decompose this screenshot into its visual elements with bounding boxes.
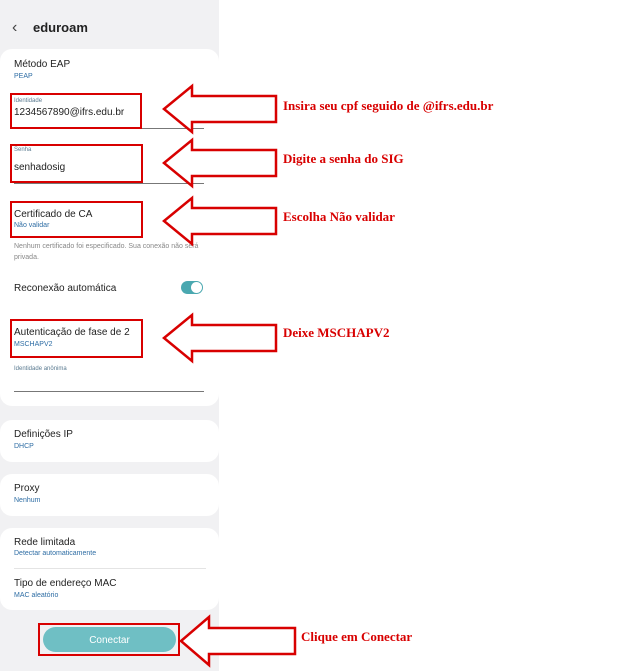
phase2-arrow-icon [162, 313, 278, 363]
anon-identity-underline [14, 391, 204, 392]
mac-value: MAC aleatório [14, 592, 59, 599]
auto-reconnect-label: Reconexão automática [14, 283, 117, 294]
identity-instruction: Insira seu cpf seguido de @ifrs.edu.br [283, 98, 494, 113]
ca-cert-label: Certificado de CA [14, 209, 93, 220]
mac-label: Tipo de endereço MAC [14, 578, 117, 589]
eap-method-value: PEAP [14, 73, 33, 80]
password-input[interactable]: senhadosig [14, 162, 66, 173]
connect-arrow-icon [179, 615, 297, 667]
advanced-card [0, 528, 219, 610]
proxy-card[interactable] [0, 474, 219, 516]
header [0, 14, 219, 44]
auto-reconnect-toggle[interactable] [181, 281, 203, 294]
connect-instruction: Clique em Conectar [301, 629, 413, 644]
connect-highlight [38, 623, 180, 656]
divider [14, 568, 206, 569]
password-highlight [10, 144, 143, 183]
metered-label: Rede limitada [14, 537, 76, 548]
ip-settings-value: DHCP [14, 443, 34, 450]
identity-input[interactable]: 1234567890@ifrs.edu.br [14, 107, 125, 118]
ca-cert-value: Não validar [14, 222, 50, 229]
identity-highlight [10, 93, 142, 129]
proxy-label: Proxy [14, 483, 40, 494]
eap-method-label: Método EAP [14, 59, 71, 70]
phase2-instruction: Deixe MSCHAPV2 [283, 325, 390, 340]
ip-settings-card[interactable] [0, 420, 219, 462]
password-arrow-icon [162, 138, 278, 188]
anon-identity-label: Identidade anônima [14, 366, 67, 372]
phase2-label: Autenticação de fase de 2 [14, 327, 130, 338]
identity-arrow-icon [162, 84, 278, 134]
connect-button[interactable]: Conectar [43, 627, 176, 652]
ca-cert-instruction: Escolha Não validar [283, 209, 395, 224]
chevron-left-icon[interactable]: ‹ [12, 19, 18, 36]
phase2-value: MSCHAPV2 [14, 341, 53, 348]
page-title: eduroam [33, 20, 88, 35]
proxy-value: Nenhum [14, 497, 41, 504]
phase2-highlight [10, 319, 143, 358]
password-instruction: Digite a senha do SIG [283, 151, 404, 166]
ca-cert-highlight [10, 201, 143, 238]
metered-value: Detectar automaticamente [14, 550, 97, 557]
ca-cert-arrow-icon [162, 196, 278, 246]
ip-settings-label: Definições IP [14, 429, 73, 440]
identity-label: Identidade [14, 98, 43, 104]
password-label: Senha [14, 147, 32, 153]
ca-cert-hint: Nenhum certificado foi especificado. Sua conexão não será privada. [14, 243, 199, 261]
